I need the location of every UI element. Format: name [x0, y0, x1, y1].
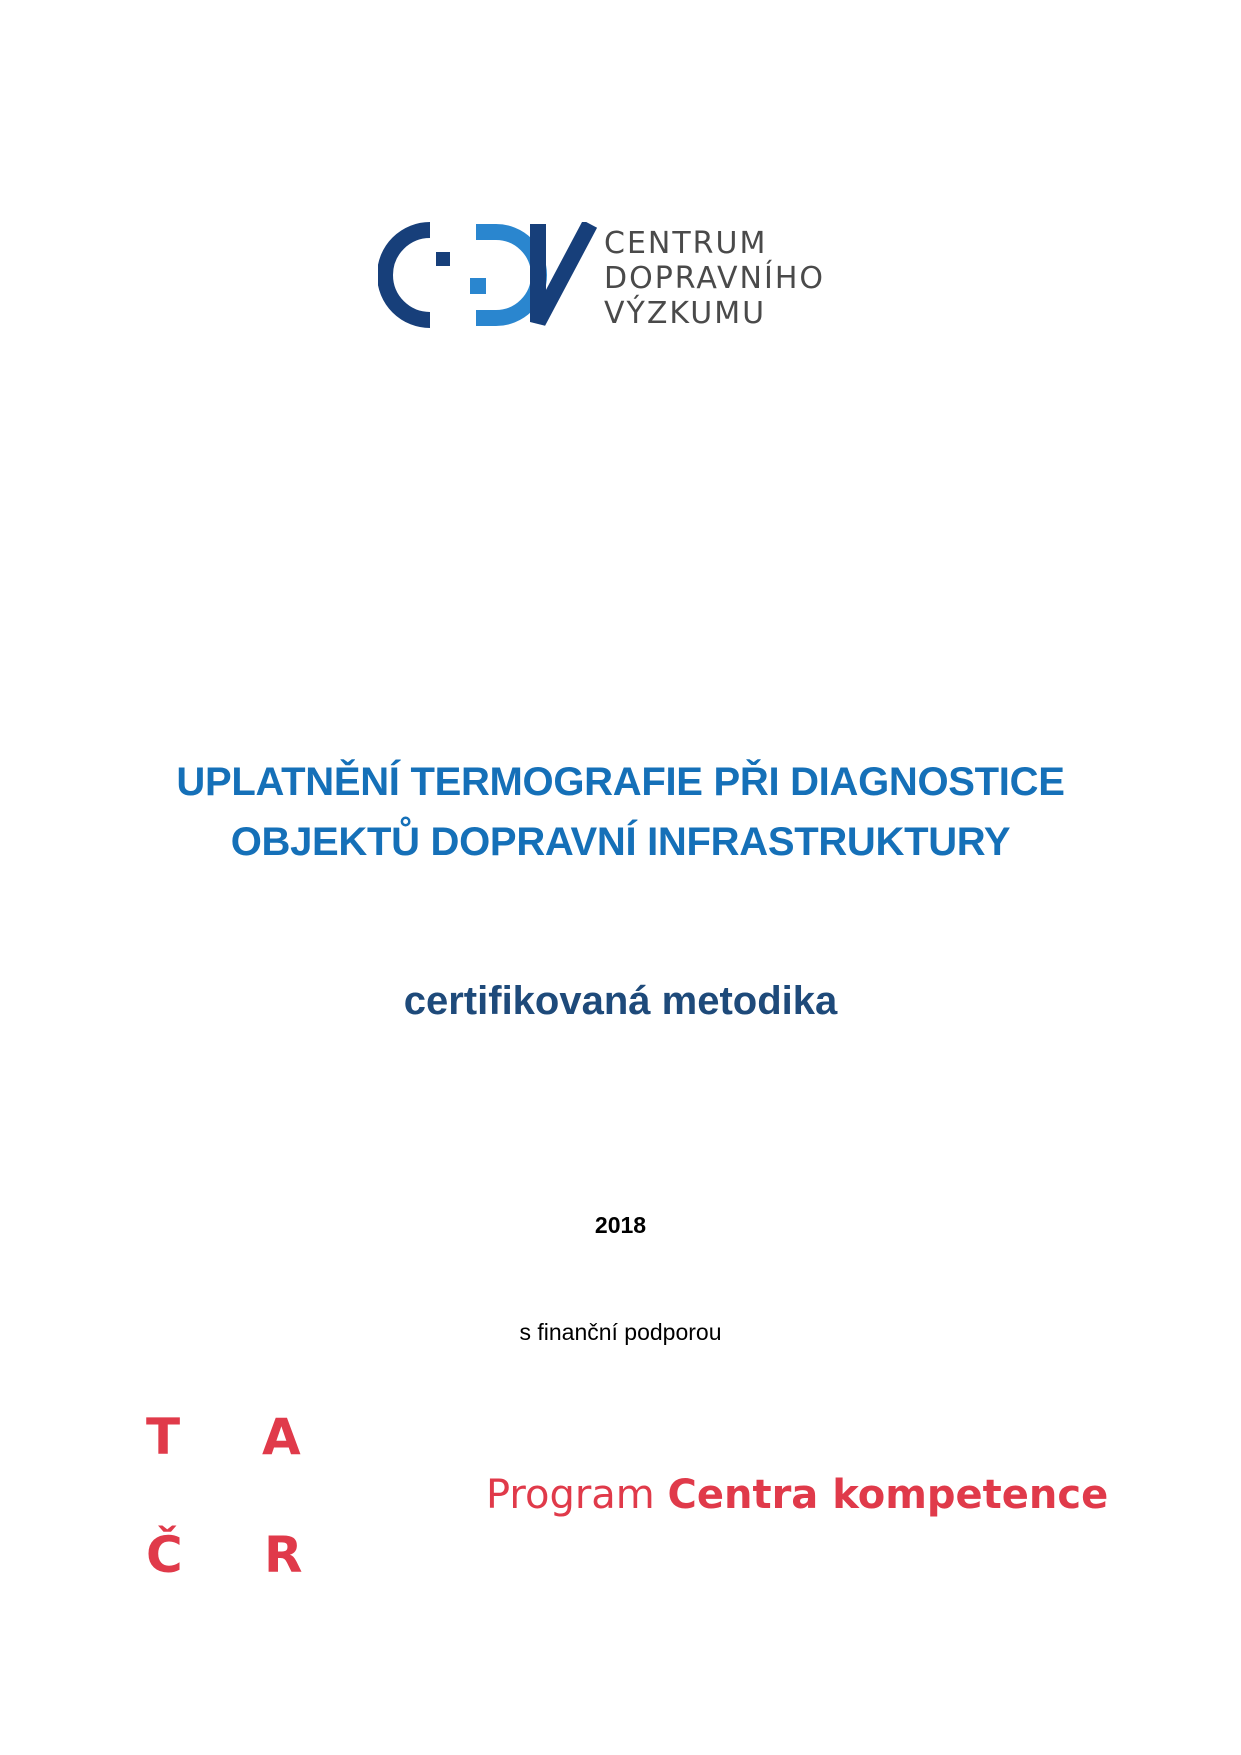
tacr-logo-r: R: [264, 1526, 303, 1584]
cdv-logo: [378, 222, 848, 332]
document-subtitle: certifikovaná metodika: [403, 979, 838, 1023]
cdv-logo-d-square: [470, 278, 486, 294]
program-title: Centra kompetence: [667, 1472, 1109, 1518]
cdv-logo-line2: DOPRAVNÍHO: [604, 261, 826, 296]
tacr-logo-a: A: [262, 1408, 301, 1466]
cdv-logo-line3: VÝZKUMU: [604, 296, 767, 331]
cdv-logo-mark: [378, 222, 598, 332]
tacr-logo-c: Č: [146, 1526, 183, 1584]
support-text: s finanční podporou: [519, 1319, 722, 1345]
publication-year: 2018: [594, 1212, 647, 1238]
cdv-logo-line1: CENTRUM: [604, 226, 768, 261]
tacr-logo-t: T: [146, 1408, 181, 1466]
document-title-line1: UPLATNĚNÍ TERMOGRAFIE PŘI DIAGNOSTICE: [176, 760, 1065, 804]
cdv-logo-v: [538, 224, 590, 322]
cdv-logo-c: [385, 230, 430, 320]
document-title-line2: OBJEKTŮ DOPRAVNÍ INFRASTRUKTURY: [230, 820, 1011, 864]
document-title: [0, 752, 1241, 872]
cdv-logo-d: [476, 232, 539, 318]
program-name: [486, 1470, 1108, 1520]
cdv-logo-text: [604, 226, 825, 331]
cdv-logo-c-square: [436, 252, 450, 266]
program-prefix: Program: [486, 1472, 668, 1518]
tacr-logo: [146, 1410, 316, 1590]
